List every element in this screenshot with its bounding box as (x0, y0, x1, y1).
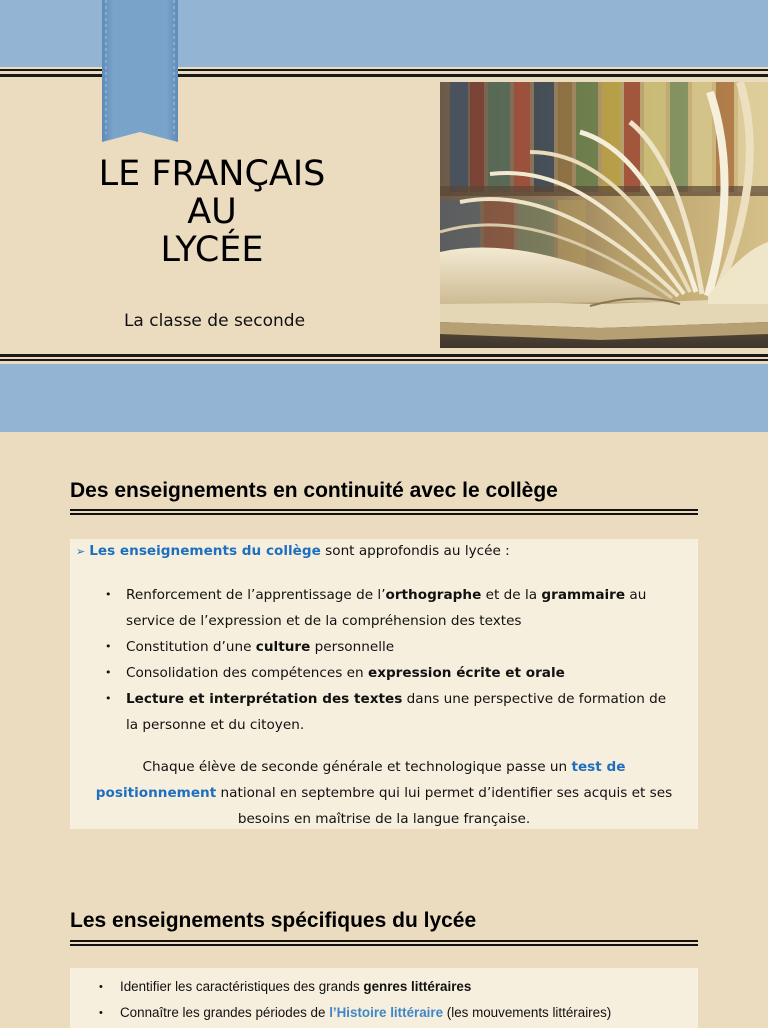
text-run: Identifier les caractéristiques des grands (120, 979, 364, 994)
paragraph-text: national en septembre qui lui permet d’identifier ses acquis et ses (216, 785, 673, 801)
open-book-photo (440, 82, 768, 348)
lycee-specific-slide (0, 862, 768, 1024)
bold-term: grammaire (541, 587, 626, 603)
text-run: Renforcement de l’apprentissage de l’ (126, 587, 386, 603)
text-run: Constitution d’une (126, 639, 256, 655)
bullet-dot-icon: • (105, 666, 112, 679)
bullet-dot-icon: • (105, 640, 112, 653)
presentation-subtitle: La classe de seconde (123, 311, 306, 331)
list-item (99, 974, 690, 1000)
paragraph-text: Chaque élève de seconde générale et technologique passe un (142, 759, 572, 775)
bullet-dot-icon: • (105, 588, 112, 601)
intro-line (76, 542, 510, 561)
title-line: LYCÉE (160, 230, 264, 270)
bottom-rule-thick (0, 354, 768, 357)
continuity-slide (0, 432, 768, 862)
text-run: Connaître les grandes périodes de (120, 1005, 330, 1020)
slide-heading: Des enseignements en continuité avec le collège (70, 479, 558, 502)
content-box (70, 539, 698, 829)
bottom-rule-thin (0, 359, 768, 361)
test-link[interactable]: test de (571, 759, 626, 775)
text-run: au (625, 587, 647, 603)
bullet-continuation: service de l’expression et de la compréhension des textes (126, 613, 522, 629)
paragraph-text: besoins en maîtrise de la langue française. (237, 811, 531, 827)
continuity-bullet-list (105, 582, 696, 738)
text-run: et de la (481, 587, 542, 603)
text-run: personnelle (310, 639, 395, 655)
title-line: LE FRANÇAIS (98, 154, 326, 194)
bullet-text (126, 691, 666, 707)
title-line: AU (187, 192, 237, 232)
intro-highlight: Les enseignements du collège (89, 543, 321, 559)
list-item (105, 582, 696, 634)
title-slide (0, 0, 768, 432)
list-item (105, 660, 696, 686)
text-run: (les mouvements littéraires) (443, 1005, 612, 1020)
bullet-text (126, 639, 394, 655)
content-box (70, 968, 698, 1028)
slide-heading: Les enseignements spécifiques du lycée (70, 909, 477, 932)
list-item (105, 686, 696, 738)
list-item (99, 1000, 690, 1026)
bullet-continuation: la personne et du citoyen. (126, 717, 305, 733)
bookmark-ribbon-icon (100, 0, 180, 142)
bullet-text (126, 587, 646, 603)
text-run: dans une perspective de formation de (402, 691, 667, 707)
bullet-text (120, 1005, 611, 1020)
term-link[interactable]: l’Histoire littéraire (329, 1005, 444, 1020)
positioning-test-paragraph (76, 754, 692, 832)
arrow-bullet-icon: ➢ (76, 545, 86, 558)
bold-term: genres littéraires (363, 979, 472, 994)
intro-text: sont approfondis au lycée : (320, 543, 510, 559)
bold-term: culture (255, 639, 311, 655)
list-item (105, 634, 696, 660)
lycee-bullet-list (99, 974, 690, 1026)
bullet-dot-icon: • (105, 692, 112, 705)
bullet-text (126, 665, 565, 681)
heading-underline (70, 509, 698, 515)
bold-term: Lecture et interprétation des textes (126, 691, 403, 707)
presentation-title (62, 155, 362, 269)
heading-underline (70, 940, 698, 946)
bottom-band (0, 364, 768, 432)
text-run: Consolidation des compétences en (126, 665, 368, 681)
bullet-text (120, 979, 471, 994)
bold-term: expression écrite et orale (367, 665, 565, 681)
bullet-dot-icon: • (99, 1007, 103, 1019)
bold-term: orthographe (385, 587, 482, 603)
bullet-dot-icon: • (99, 981, 103, 993)
test-link[interactable]: positionnement (95, 785, 217, 801)
